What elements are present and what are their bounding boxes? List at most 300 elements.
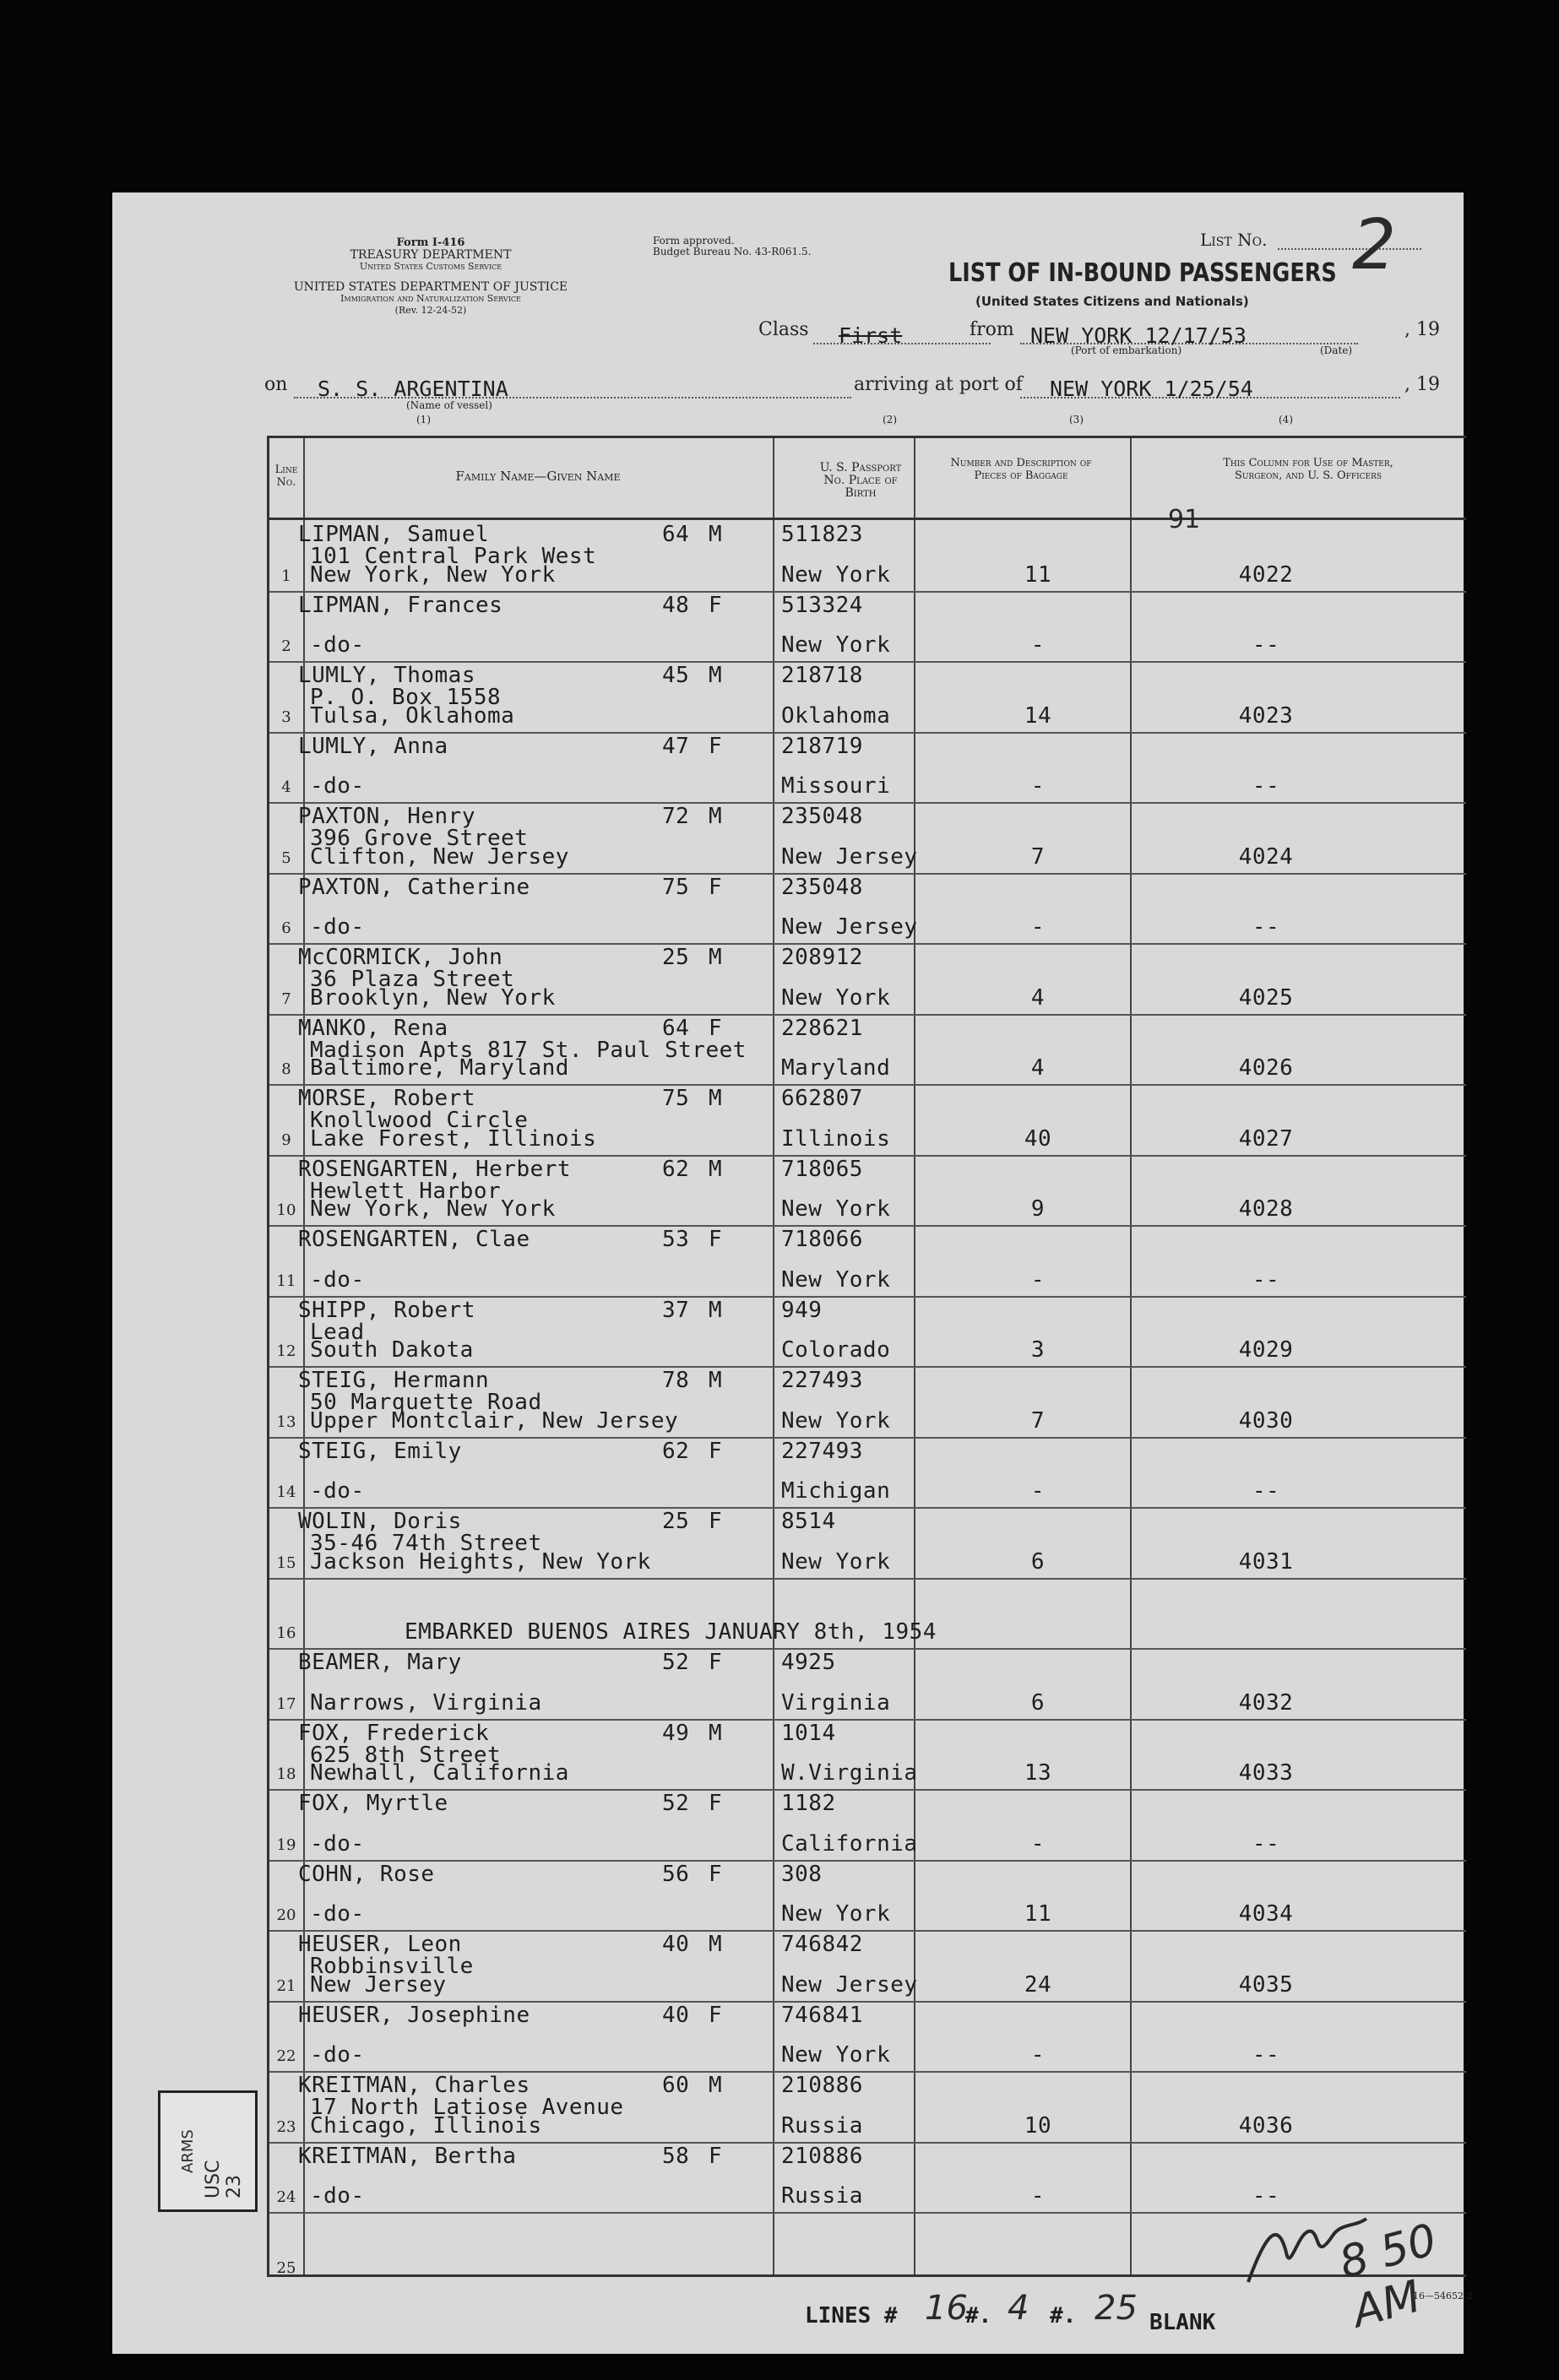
row-number: 11 <box>276 1271 296 1290</box>
passenger-age: 58 <box>662 2143 690 2169</box>
passenger-name: HEUSER, Josephine <box>298 2002 530 2028</box>
address-city: New York, New York <box>310 1196 556 1222</box>
passenger-sex: M <box>709 1368 723 1393</box>
officer-number: 4024 <box>1238 843 1294 870</box>
row-divider <box>269 1789 1466 1791</box>
officer-number: 4035 <box>1238 1971 1294 1998</box>
officer-number: -- <box>1252 773 1280 799</box>
row-number: 14 <box>276 1483 296 1501</box>
place-of-birth: Oklahoma <box>781 702 891 729</box>
address-city: Narrows, Virginia <box>310 1689 542 1716</box>
officer-number: 4036 <box>1238 2112 1294 2139</box>
officer-number: 4030 <box>1238 1407 1294 1434</box>
passenger-age: 40 <box>662 1932 690 1957</box>
column-number-2: (2) <box>883 414 897 426</box>
passenger-age: 56 <box>662 1861 690 1887</box>
baggage-count: 10 <box>1024 2112 1052 2139</box>
baggage-count: 11 <box>1024 1901 1052 1927</box>
passport-header: U. S. Passport No. Place of Birth <box>819 461 902 500</box>
column-number-3: (3) <box>1069 414 1084 426</box>
passenger-sex: M <box>709 1297 723 1323</box>
place-of-birth: New Jersey <box>781 843 918 870</box>
passport-number: 218718 <box>781 663 863 688</box>
list-no-label: List No. <box>1200 230 1268 250</box>
officer-number: -- <box>1252 1478 1280 1504</box>
passenger-age: 75 <box>662 874 690 900</box>
passenger-sex: M <box>709 1086 723 1111</box>
table-row <box>269 1366 1466 1437</box>
passenger-name: LUMLY, Anna <box>298 733 448 759</box>
passport-number: 511823 <box>781 522 863 547</box>
place-of-birth: Virginia <box>781 1689 891 1716</box>
place-of-birth: Russia <box>781 2183 863 2209</box>
passenger-age: 64 <box>662 522 690 547</box>
passenger-age: 72 <box>662 804 690 829</box>
table-row <box>269 1578 1466 1649</box>
officer-number: 4023 <box>1238 702 1294 729</box>
address-city: New York, New York <box>310 561 556 588</box>
officer-number: -- <box>1252 2042 1280 2068</box>
passenger-sex: M <box>709 945 723 970</box>
row-number: 19 <box>276 1835 296 1854</box>
table-row <box>269 1155 1466 1226</box>
footer-hash-1: #. <box>965 2303 992 2328</box>
place-of-birth: W.Virginia <box>781 1760 918 1786</box>
baggage-count: 4 <box>1030 1055 1046 1081</box>
passport-number: 949 <box>781 1297 823 1323</box>
passport-number: 8514 <box>781 1509 836 1534</box>
table-row <box>269 1507 1466 1578</box>
passenger-sex: F <box>709 1650 723 1675</box>
place-of-birth: New York <box>781 1196 891 1222</box>
place-of-birth: New York <box>781 984 891 1011</box>
class-value: First <box>839 323 903 348</box>
officer-number: 4033 <box>1238 1760 1294 1786</box>
from-value: NEW YORK 12/17/53 <box>1030 323 1247 348</box>
row-number: 18 <box>276 1765 296 1783</box>
passenger-sex: F <box>709 2143 723 2169</box>
row-number: 17 <box>276 1694 296 1713</box>
passenger-sex: F <box>709 874 723 900</box>
place-of-birth: New York <box>781 632 891 658</box>
baggage-count: - <box>1030 632 1046 658</box>
address-city: -do- <box>310 632 365 658</box>
officer-number: 4034 <box>1238 1901 1294 1927</box>
table-row <box>269 1648 1466 1719</box>
stamp-bottom-text: USC 23 <box>203 2160 245 2198</box>
passenger-sex: M <box>709 1720 723 1746</box>
footer-lines-4: 4 <box>1008 2289 1029 2328</box>
place-of-birth: New York <box>781 2042 891 2068</box>
passenger-age: 62 <box>662 1156 690 1182</box>
row-number: 21 <box>276 1976 296 1995</box>
row-number: 9 <box>281 1130 291 1149</box>
table-row <box>269 661 1466 732</box>
address-line: 625 8th Street <box>310 1742 502 1768</box>
address-city: Baltimore, Maryland <box>310 1055 569 1081</box>
officer-number: -- <box>1252 2183 1280 2209</box>
place-of-birth: New Jersey <box>781 1971 918 1998</box>
address-city: Brooklyn, New York <box>310 984 556 1011</box>
passenger-sex: F <box>709 1791 723 1816</box>
baggage-count: 13 <box>1024 1760 1052 1786</box>
line-no-header: Line No. <box>274 464 298 489</box>
table-row <box>269 2001 1466 2072</box>
place-of-birth: New York <box>781 561 891 588</box>
from-label: from <box>970 319 1014 340</box>
baggage-count: - <box>1030 2042 1046 2068</box>
passport-number: 235048 <box>781 874 863 900</box>
stamp-box <box>158 2090 258 2212</box>
baggage-count: 3 <box>1030 1337 1046 1363</box>
passenger-age: 64 <box>662 1015 690 1041</box>
table-row <box>269 1860 1466 1931</box>
officer-number: 4032 <box>1238 1689 1294 1716</box>
passenger-age: 47 <box>662 733 690 759</box>
address-line: Knollwood Circle <box>310 1108 529 1133</box>
table-row <box>269 1930 1466 2001</box>
treasury-label: TREASURY DEPARTMENT <box>350 248 512 262</box>
address-city: -do- <box>310 773 365 799</box>
passport-number: 746842 <box>781 1932 863 1957</box>
place-of-birth: New York <box>781 1901 891 1927</box>
passenger-name: MORSE, Robert <box>298 1086 475 1111</box>
passenger-age: 40 <box>662 2002 690 2028</box>
baggage-count: - <box>1030 1266 1046 1293</box>
passenger-name: KREITMAN, Charles <box>298 2073 530 2098</box>
passenger-age: 37 <box>662 1297 690 1323</box>
address-line: Robbinsville <box>310 1954 474 1979</box>
address-line: 101 Central Park West <box>310 544 597 569</box>
footer-lines-label: LINES # <box>805 2303 898 2328</box>
signature-time: 8 50 AM <box>1334 2215 1442 2339</box>
passport-number: 228621 <box>781 1015 863 1041</box>
place-of-birth: Maryland <box>781 1055 891 1081</box>
place-of-birth: Russia <box>781 2112 863 2139</box>
margin-note: 91 <box>1168 505 1201 534</box>
row-divider <box>269 732 1466 734</box>
footer-blank-label: BLANK <box>1149 2310 1216 2335</box>
row-number: 4 <box>281 778 291 796</box>
passport-number: 746841 <box>781 2002 863 2028</box>
passenger-name: HEUSER, Leon <box>298 1932 462 1957</box>
passenger-age: 75 <box>662 1086 690 1111</box>
table-row <box>269 802 1466 873</box>
passenger-name: STEIG, Emily <box>298 1438 462 1464</box>
address-line: 396 Grove Street <box>310 826 529 851</box>
officer-number: 4026 <box>1238 1055 1294 1081</box>
passenger-name: McCORMICK, John <box>298 945 503 970</box>
passenger-name: COHN, Rose <box>298 1861 435 1887</box>
passenger-name: FOX, Myrtle <box>298 1791 448 1816</box>
place-of-birth: New York <box>781 1266 891 1293</box>
passenger-sex: F <box>709 1015 723 1041</box>
row-number: 15 <box>276 1553 296 1572</box>
passenger-sex: M <box>709 1932 723 1957</box>
passenger-age: 25 <box>662 945 690 970</box>
baggage-count: 4 <box>1030 984 1046 1011</box>
officer-number: 4031 <box>1238 1548 1294 1575</box>
table-row <box>269 1296 1466 1367</box>
baggage-header: Number and Description of Pieces of Baggage <box>950 457 1092 482</box>
place-of-birth: Missouri <box>781 773 891 799</box>
passenger-name: LUMLY, Thomas <box>298 663 475 688</box>
form-subtitle: (United States Citizens and Nationals) <box>975 294 1249 309</box>
passport-number: 227493 <box>781 1438 863 1464</box>
passport-number: 4925 <box>781 1650 836 1675</box>
footer-lines-16: 16 <box>925 2289 968 2328</box>
table-row <box>269 732 1466 803</box>
justice-label: UNITED STATES DEPARTMENT OF JUSTICE <box>293 280 568 294</box>
baggage-count: 24 <box>1024 1971 1052 1998</box>
budget-label: Budget Bureau No. 43-R061.5. <box>653 246 812 258</box>
passenger-age: 78 <box>662 1368 690 1393</box>
table-row <box>269 1225 1466 1296</box>
baggage-count: 40 <box>1024 1125 1052 1152</box>
passenger-name: KREITMAN, Bertha <box>298 2143 517 2169</box>
table-row <box>269 591 1466 662</box>
arriving-value: NEW YORK 1/25/54 <box>1050 377 1253 401</box>
passenger-sex: F <box>709 1438 723 1464</box>
passenger-name: SHIPP, Robert <box>298 1297 475 1323</box>
passport-number: 513324 <box>781 592 863 618</box>
vessel-caption: (Name of vessel) <box>406 399 492 411</box>
table-row <box>269 1789 1466 1860</box>
baggage-count: - <box>1030 773 1046 799</box>
baggage-count: - <box>1030 1830 1046 1857</box>
row-number: 10 <box>276 1201 296 1219</box>
stamp-top-text: ARMS <box>179 2129 197 2173</box>
passport-number: 1182 <box>781 1791 836 1816</box>
form-id: Form I-416 <box>396 236 465 249</box>
passenger-age: 49 <box>662 1720 690 1746</box>
baggage-count: 11 <box>1024 561 1052 588</box>
footer-lines-25: 25 <box>1095 2289 1138 2328</box>
table-row <box>269 1437 1466 1508</box>
ins-label: Immigration and Naturalization Service <box>340 293 521 304</box>
passenger-age: 60 <box>662 2073 690 2098</box>
year-label-2: , 19 <box>1404 374 1440 395</box>
address-city: Clifton, New Jersey <box>310 843 569 870</box>
port-embarkation-caption: (Port of embarkation) <box>1071 344 1182 356</box>
passenger-sex: M <box>709 804 723 829</box>
address-city: New Jersey <box>310 1971 447 1998</box>
officer-number: -- <box>1252 914 1280 940</box>
passenger-sex: F <box>709 1227 723 1252</box>
passenger-list-form <box>112 192 1473 2354</box>
passenger-name: ROSENGARTEN, Herbert <box>298 1156 572 1182</box>
signature-mark <box>1240 2202 1375 2295</box>
form-approved-label: Form approved. <box>653 235 735 247</box>
address-city: -do- <box>310 2042 365 2068</box>
column-number-1: (1) <box>416 414 431 426</box>
address-line: Madison Apts 817 St. Paul Street <box>310 1037 747 1063</box>
row-divider <box>269 1014 1466 1016</box>
passport-number: 210886 <box>781 2073 863 2098</box>
passenger-name: MANKO, Rena <box>298 1015 448 1041</box>
passport-number: 662807 <box>781 1086 863 1111</box>
baggage-count: 6 <box>1030 1548 1046 1575</box>
officer-number: 4025 <box>1238 984 1294 1011</box>
row-divider <box>269 1578 1466 1580</box>
address-city: -do- <box>310 1478 365 1504</box>
address-line: 36 Plaza Street <box>310 967 515 992</box>
passport-number: 227493 <box>781 1368 863 1393</box>
address-city: Newhall, California <box>310 1760 569 1786</box>
passenger-sex: M <box>709 1156 723 1182</box>
passenger-age: 45 <box>662 663 690 688</box>
passport-number: 235048 <box>781 804 863 829</box>
officer-number: -- <box>1252 1266 1280 1293</box>
address-line: 50 Marquette Road <box>310 1390 542 1415</box>
on-label: on <box>264 374 288 395</box>
passenger-name: ROSENGARTEN, Clae <box>298 1227 530 1252</box>
address-line: 35-46 74th Street <box>310 1531 542 1556</box>
column-number-4: (4) <box>1279 414 1293 426</box>
row-number: 12 <box>276 1342 296 1360</box>
row-number: 16 <box>276 1624 296 1642</box>
address-city: Chicago, Illinois <box>310 2112 542 2139</box>
embarked-note: EMBARKED BUENOS AIRES JANUARY 8th, 1954 <box>405 1619 937 1645</box>
row-number: 1 <box>281 567 291 585</box>
passenger-age: 48 <box>662 592 690 618</box>
officer-number: 4027 <box>1238 1125 1294 1152</box>
address-line: Hewlett Harbor <box>310 1178 502 1204</box>
table-row <box>269 873 1466 944</box>
passenger-age: 62 <box>662 1438 690 1464</box>
place-of-birth: New York <box>781 1548 891 1575</box>
passenger-table <box>267 436 1466 2277</box>
address-city: -do- <box>310 1830 365 1857</box>
row-number: 3 <box>281 707 291 726</box>
address-line: Lead <box>310 1319 365 1345</box>
baggage-count: - <box>1030 1478 1046 1504</box>
address-city: Tulsa, Oklahoma <box>310 702 515 729</box>
baggage-count: - <box>1030 2183 1046 2209</box>
place-of-birth: Illinois <box>781 1125 891 1152</box>
passport-number: 308 <box>781 1861 823 1887</box>
vessel-value: S. S. ARGENTINA <box>318 377 508 401</box>
passport-number: 1014 <box>781 1720 836 1746</box>
passport-number: 218719 <box>781 733 863 759</box>
passenger-name: LIPMAN, Samuel <box>298 522 490 547</box>
baggage-count: 14 <box>1024 702 1052 729</box>
row-number: 6 <box>281 919 291 937</box>
list-no-value: 2 <box>1352 205 1397 285</box>
passenger-sex: M <box>709 522 723 547</box>
passenger-age: 53 <box>662 1227 690 1252</box>
table-row <box>269 1014 1466 1085</box>
row-number: 2 <box>281 637 291 655</box>
address-line: 17 North Latiose Avenue <box>310 2095 624 2120</box>
address-city: -do- <box>310 1266 365 1293</box>
baggage-count: - <box>1030 914 1046 940</box>
row-number: 13 <box>276 1412 296 1431</box>
row-number: 22 <box>276 2047 296 2065</box>
officer-number: 4022 <box>1238 561 1294 588</box>
address-line: P. O. Box 1558 <box>310 685 502 710</box>
place-of-birth: Colorado <box>781 1337 891 1363</box>
passenger-sex: F <box>709 592 723 618</box>
passenger-sex: F <box>709 733 723 759</box>
officers-header: This Column for Use of Master, Surgeon, and U. S. Officers <box>1223 457 1393 482</box>
passenger-name: BEAMER, Mary <box>298 1650 462 1675</box>
row-number: 7 <box>281 989 291 1008</box>
passenger-name: PAXTON, Catherine <box>298 874 530 900</box>
baggage-count: 6 <box>1030 1689 1046 1716</box>
rev-label: (Rev. 12-24-52) <box>394 305 467 316</box>
row-number: 24 <box>276 2188 296 2206</box>
place-of-birth: New York <box>781 1407 891 1434</box>
row-number: 8 <box>281 1060 291 1078</box>
arriving-label: arriving at port of <box>854 374 1023 395</box>
row-number: 23 <box>276 2117 296 2136</box>
passenger-age: 52 <box>662 1650 690 1675</box>
passenger-sex: F <box>709 1509 723 1534</box>
address-city: Upper Montclair, New Jersey <box>310 1407 679 1434</box>
table-row <box>269 1719 1466 1790</box>
passenger-name: FOX, Frederick <box>298 1720 490 1746</box>
list-no-line <box>1278 248 1421 250</box>
officer-number: 4029 <box>1238 1337 1294 1363</box>
row-number: 20 <box>276 1906 296 1924</box>
passenger-sex: F <box>709 2002 723 2028</box>
footer-hash-2: #. <box>1050 2303 1077 2328</box>
address-city: Lake Forest, Illinois <box>310 1125 597 1152</box>
passenger-sex: M <box>709 663 723 688</box>
table-row <box>269 1084 1466 1155</box>
passenger-age: 52 <box>662 1791 690 1816</box>
class-label: Class <box>758 319 809 340</box>
passenger-sex: F <box>709 1861 723 1887</box>
passport-number: 718066 <box>781 1227 863 1252</box>
table-row <box>269 520 1466 591</box>
address-city: -do- <box>310 2183 365 2209</box>
address-city: Jackson Heights, New York <box>310 1548 651 1575</box>
address-city: South Dakota <box>310 1337 474 1363</box>
address-city: -do- <box>310 1901 365 1927</box>
passport-number: 208912 <box>781 945 863 970</box>
address-city: -do- <box>310 914 365 940</box>
officer-number: -- <box>1252 1830 1280 1857</box>
row-number: 5 <box>281 848 291 867</box>
name-header: Family Name—Given Name <box>455 469 621 484</box>
passenger-sex: M <box>709 2073 723 2098</box>
table-row <box>269 2071 1466 2142</box>
passenger-name: LIPMAN, Frances <box>298 592 503 618</box>
table-row <box>269 943 1466 1014</box>
officer-number: -- <box>1252 632 1280 658</box>
passport-number: 718065 <box>781 1156 863 1182</box>
year-label: , 19 <box>1404 319 1440 340</box>
officer-number: 4028 <box>1238 1196 1294 1222</box>
baggage-count: 7 <box>1030 843 1046 870</box>
baggage-count: 7 <box>1030 1407 1046 1434</box>
passenger-name: WOLIN, Doris <box>298 1509 462 1534</box>
form-title: LIST OF IN-BOUND PASSENGERS <box>948 258 1337 288</box>
place-of-birth: Michigan <box>781 1478 891 1504</box>
footer-form-code: 16—54652-2 <box>1413 2291 1473 2301</box>
passport-number: 210886 <box>781 2143 863 2169</box>
row-divider <box>269 1860 1466 1862</box>
customs-label: United States Customs Service <box>359 261 502 272</box>
place-of-birth: New Jersey <box>781 914 918 940</box>
date-caption: (Date) <box>1320 344 1353 356</box>
passenger-name: STEIG, Hermann <box>298 1368 490 1393</box>
place-of-birth: California <box>781 1830 918 1857</box>
row-number: 25 <box>276 2258 296 2277</box>
passenger-age: 25 <box>662 1509 690 1534</box>
